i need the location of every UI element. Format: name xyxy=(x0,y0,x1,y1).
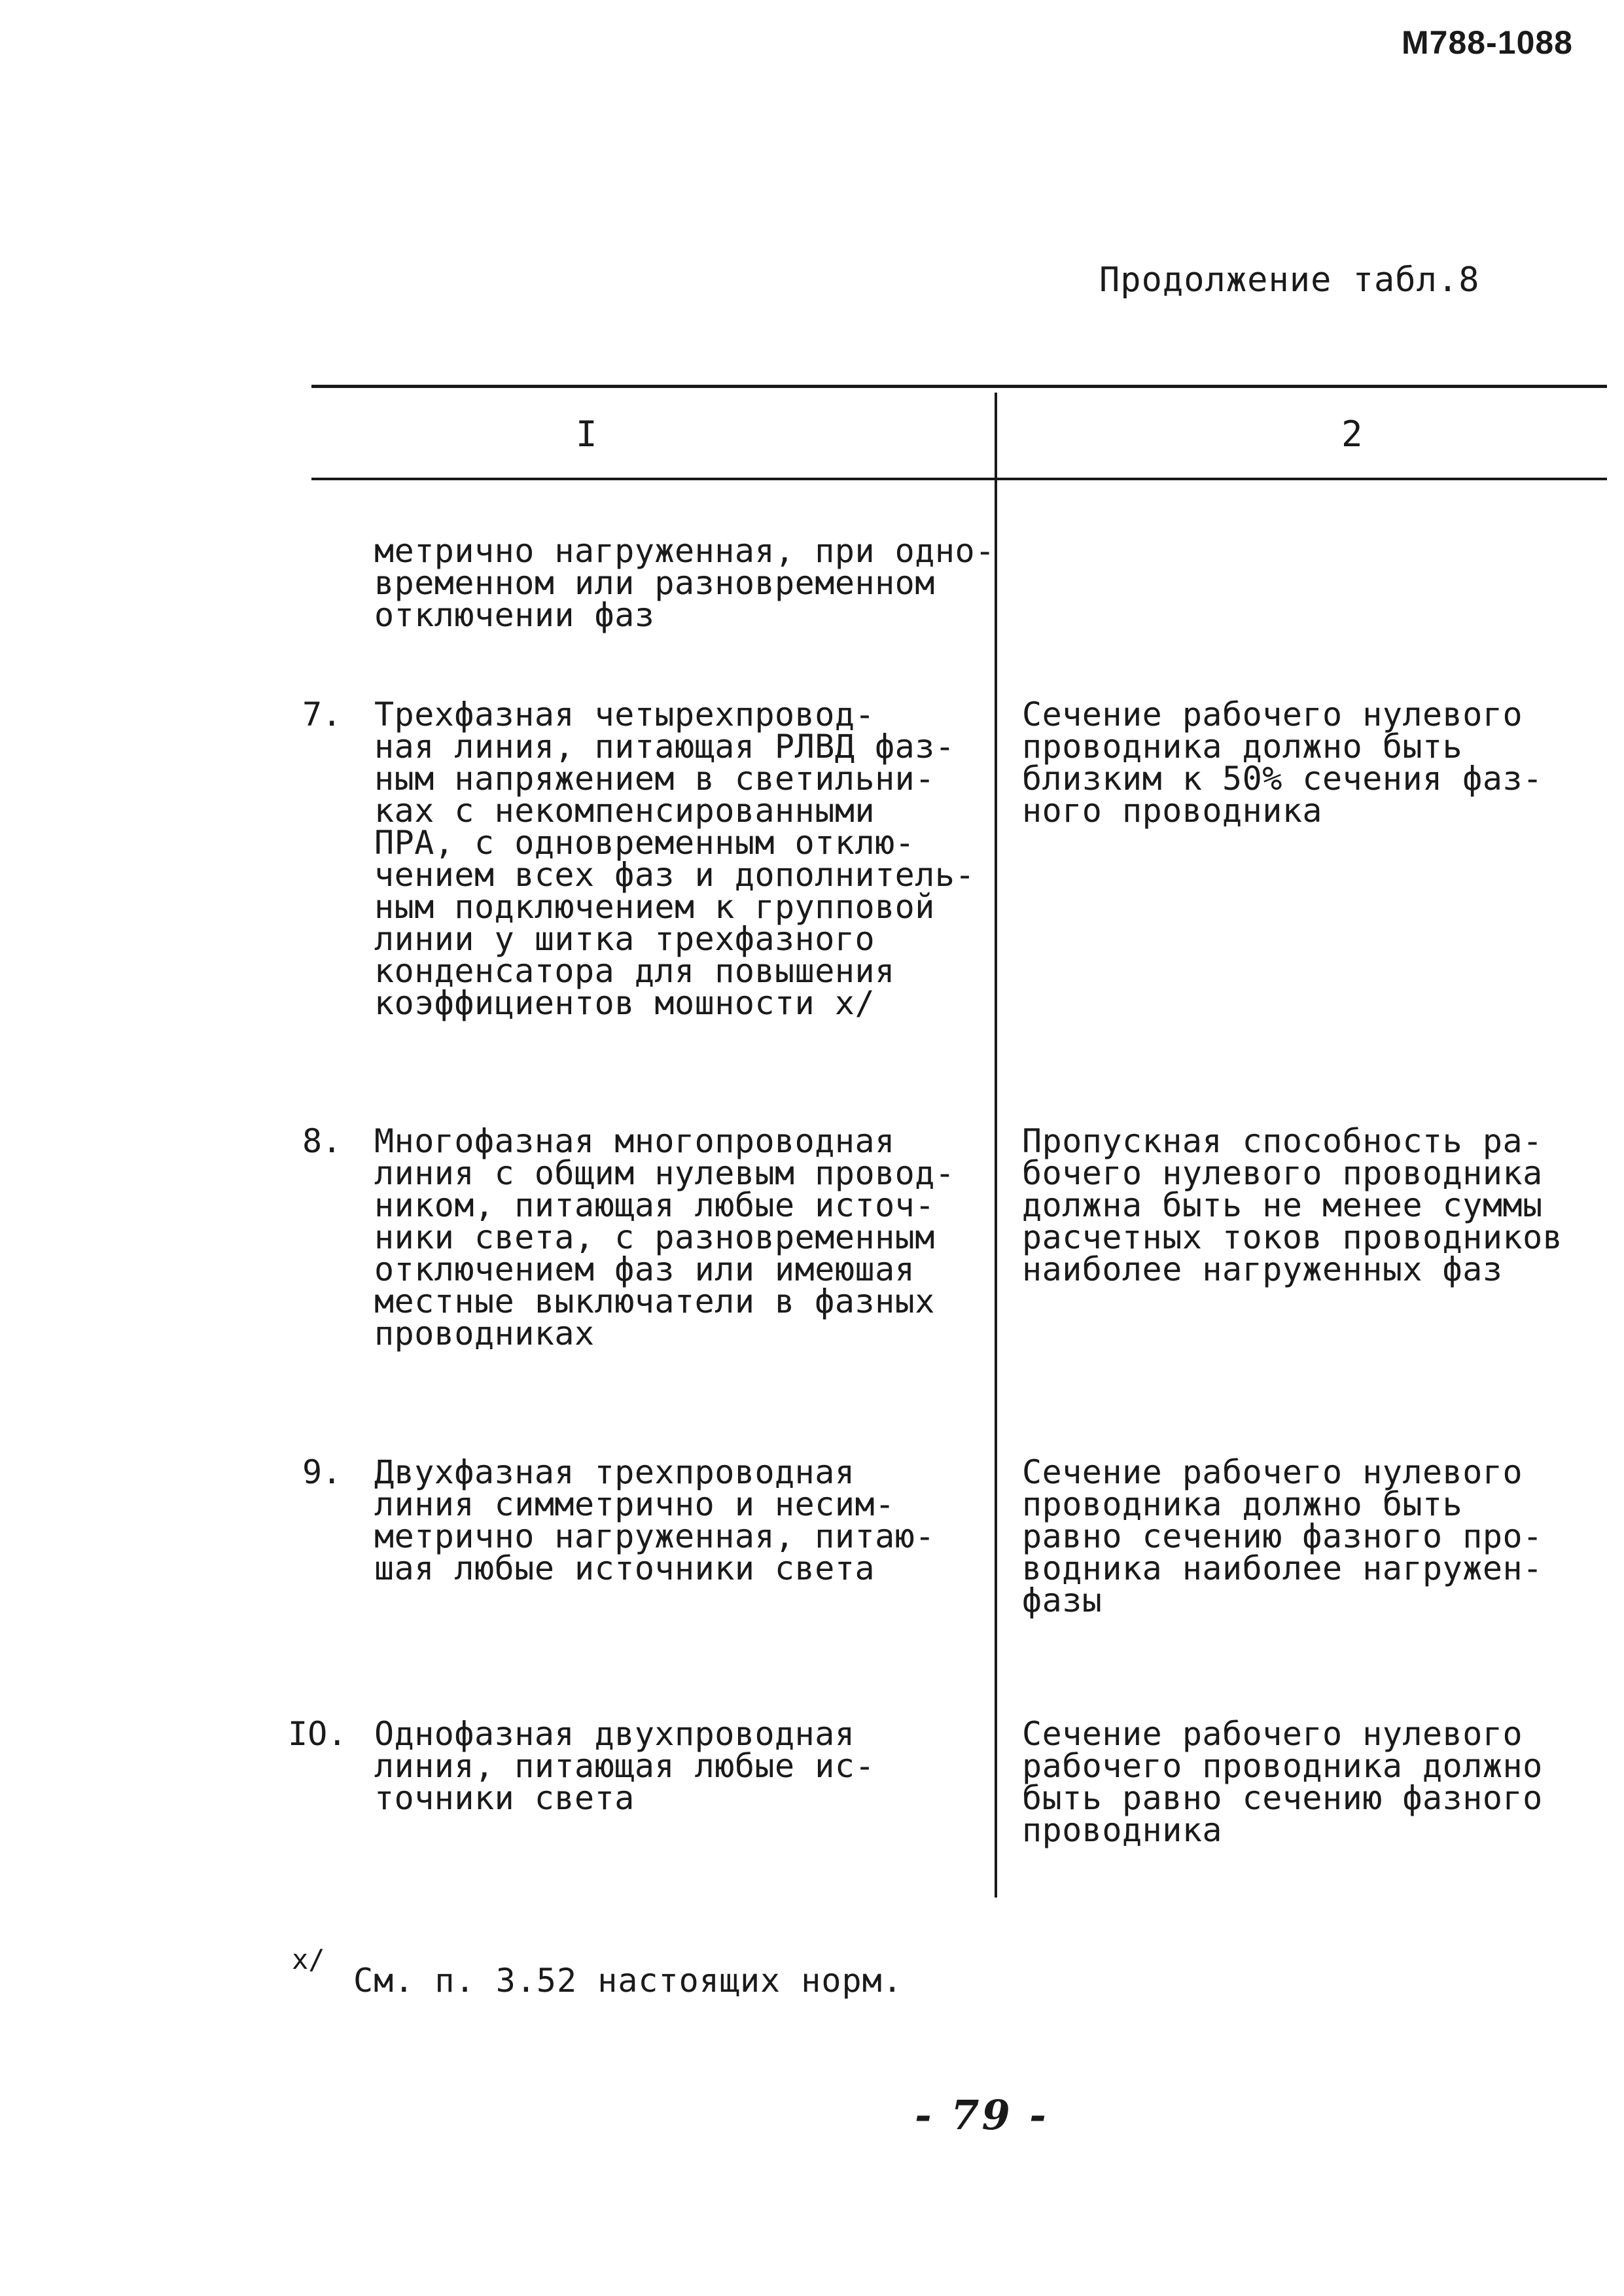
row-9-number: 9. xyxy=(302,1453,342,1491)
cell-line: Многофазная многопроводная xyxy=(374,1122,895,1160)
cell-line: ным подключением к групповой xyxy=(374,888,935,926)
row-10-description xyxy=(374,1715,875,1817)
cell-line: должна быть не менее суммы xyxy=(1022,1186,1543,1224)
footnote-text: См. п. 3.52 настоящих норм. xyxy=(353,1962,903,2000)
cell-line: метрично нагруженная, питаю- xyxy=(374,1517,935,1555)
page-number: - 79 - xyxy=(915,2091,1049,2139)
cell-line: конденсатора для повышения xyxy=(374,952,895,990)
cell-line: Сечение рабочего нулевого xyxy=(1022,1453,1523,1491)
cell-line: линия, питающая любые ис- xyxy=(374,1747,875,1785)
document-code: М788-1088 xyxy=(1402,24,1573,61)
cell-line: Однофазная двухпроводная xyxy=(374,1715,855,1753)
row-7-description xyxy=(374,696,976,1022)
cell-line: рабочего проводника должно xyxy=(1022,1747,1543,1785)
cell-line: близким к 50% сечения фаз- xyxy=(1022,760,1543,798)
cell-line: ным напряжением в светильни- xyxy=(374,760,935,798)
row-9-requirement xyxy=(1022,1453,1543,1619)
cell-line: Трехфазная четырехпровод- xyxy=(374,696,875,733)
cell-line: Сечение рабочего нулевого xyxy=(1022,1715,1523,1753)
row-8-description xyxy=(374,1122,955,1352)
cell-line: наиболее нагруженных фаз xyxy=(1022,1250,1503,1288)
row-6-continuation xyxy=(374,532,995,634)
row-7-requirement xyxy=(1022,696,1543,830)
cell-line: коэффициентов мошности х/ xyxy=(374,984,875,1022)
footnote-marker: х/ xyxy=(292,1943,325,1975)
cell-line: Сечение рабочего нулевого xyxy=(1022,696,1523,733)
cell-line: шая любые источники света xyxy=(374,1549,875,1587)
row-7-number: 7. xyxy=(302,696,342,733)
cell-line: фазы xyxy=(1022,1581,1103,1619)
table-top-rule xyxy=(311,385,1607,388)
cell-line: Двухфазная трехпроводная xyxy=(374,1453,855,1491)
cell-line: ного проводника xyxy=(1022,792,1323,830)
cell-line: равно сечению фазного про- xyxy=(1022,1517,1543,1555)
cell-line: чением всех фаз и дополнитель- xyxy=(374,856,976,894)
cell-line: линия симметрично и несим- xyxy=(374,1485,895,1523)
cell-line: метрично нагруженная, при одно- xyxy=(374,532,995,570)
cell-line: ники света, с разновременным xyxy=(374,1218,935,1256)
cell-line: водника наиболее нагружен- xyxy=(1022,1549,1543,1587)
cell-line: Пропускная способность ра- xyxy=(1022,1122,1543,1160)
column-header-1: I xyxy=(576,414,597,455)
cell-line: временном или разновременном xyxy=(374,564,935,602)
cell-line: проводника должно быть xyxy=(1022,1485,1463,1523)
cell-line: проводника должно быть xyxy=(1022,728,1463,766)
cell-line: линия с общим нулевым провод- xyxy=(374,1154,955,1192)
row-9-description xyxy=(374,1453,935,1587)
row-10-number: IO. xyxy=(288,1715,347,1753)
cell-line: линии у шитка трехфазного xyxy=(374,920,875,958)
cell-line: быть равно сечению фазного xyxy=(1022,1779,1543,1817)
cell-line: ПРА, с одновременным отклю- xyxy=(374,824,915,862)
table-header-rule xyxy=(311,478,1607,480)
cell-line: отключении фаз xyxy=(374,596,655,634)
cell-line: проводниках xyxy=(374,1315,595,1352)
row-8-requirement xyxy=(1022,1122,1563,1288)
cell-line: ная линия, питающая РЛВД фаз- xyxy=(374,728,955,766)
cell-line: ках с некомпенсированными xyxy=(374,792,875,830)
table-caption: Продолжение табл.8 xyxy=(1099,260,1480,300)
cell-line: ником, питающая любые источ- xyxy=(374,1186,935,1224)
column-header-2: 2 xyxy=(1341,414,1363,455)
cell-line: расчетных токов проводников xyxy=(1022,1218,1563,1256)
cell-line: отключением фаз или имеюшая xyxy=(374,1250,915,1288)
row-8-number: 8. xyxy=(302,1122,342,1160)
row-10-requirement xyxy=(1022,1715,1543,1849)
cell-line: точники света xyxy=(374,1779,635,1817)
cell-line: местные выключатели в фазных xyxy=(374,1282,935,1320)
cell-line: бочего нулевого проводника xyxy=(1022,1154,1543,1192)
cell-line: проводника xyxy=(1022,1811,1223,1849)
